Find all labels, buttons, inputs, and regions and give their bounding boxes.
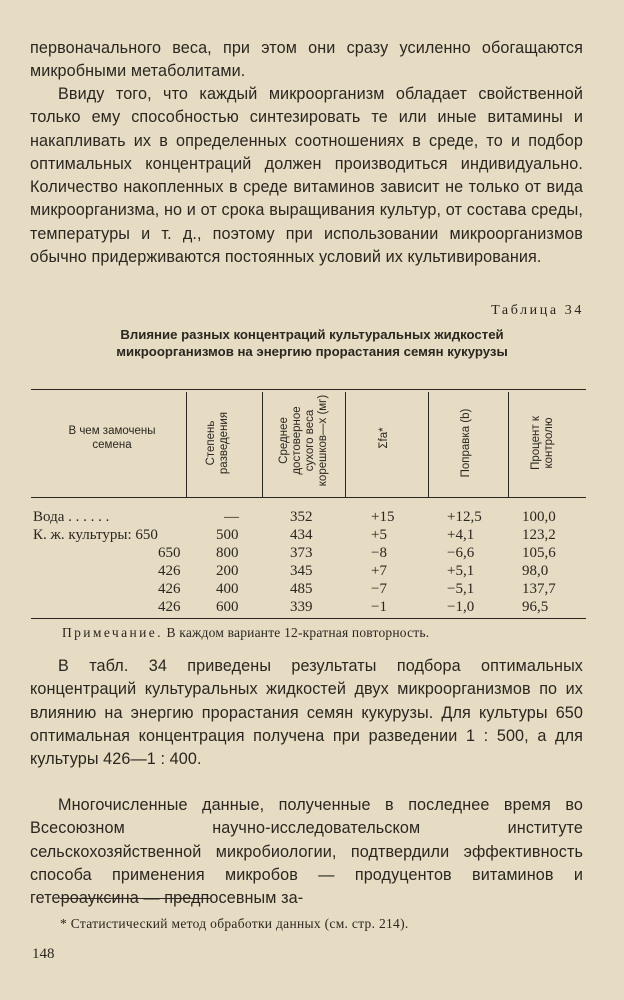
col-header-what-soaked: В чем замочены семена: [68, 425, 156, 451]
table-cell-weight: 485: [290, 581, 313, 597]
table-cell-what: К. ж. культуры: 650: [33, 527, 158, 543]
table-label: Таблица 34: [491, 303, 584, 318]
table-cell-correction: +4,1: [447, 527, 475, 543]
table-col-divider: [186, 392, 187, 497]
table-col-divider: [345, 392, 346, 497]
col-header-sum-fa: Σfa*: [378, 427, 390, 449]
table-cell-weight: 352: [290, 509, 313, 525]
paragraph-1: первоначального веса, при этом они сразу усиленно обогащаются микробными метаболитами.: [30, 39, 583, 81]
table-cell-sum: +5: [371, 527, 387, 543]
table-cell-percent: 100,0: [522, 509, 556, 525]
table-top-rule: [31, 389, 586, 390]
col-header-percent: Процент к контролю: [530, 416, 555, 470]
table-header-rule: [31, 497, 586, 498]
table-cell-weight: 434: [290, 527, 313, 543]
table-cell-what: 426: [158, 581, 181, 597]
col-header-correction: Поправка (b): [460, 408, 472, 478]
page-number: 148: [32, 946, 55, 962]
table-cell-sum: −8: [371, 545, 387, 561]
table-cell-weight: 339: [290, 599, 313, 615]
footnote-rule: [60, 898, 210, 899]
table-note-text: В каждом варианте 12-кратная повторность.: [166, 625, 430, 640]
paragraph-3: В табл. 34 приведены результаты подбора оптимальных концентраций культуральных жидкостей двух микроорганизмов по их влиянию на энергию прорастания семян кукурузы. Для культуры 650 оптимальная концентрация получена при разведении 1 : 500, а для культуры 426—1 : 400.: [30, 657, 583, 769]
footnote: * Статистический метод обработки данных (см. стр. 214).: [60, 916, 409, 931]
table-bottom-rule: [31, 618, 586, 619]
table-cell-sum: +15: [371, 509, 395, 525]
table-col-divider: [428, 392, 429, 497]
table-col-divider: [262, 392, 263, 497]
table-title: Влияние разных концентраций культуральных жидкостей микроорганизмов на энергию прорастания семян кукурузы: [116, 327, 508, 359]
table-cell-correction: +5,1: [447, 563, 475, 579]
table-cell-percent: 137,7: [522, 581, 556, 597]
table-cell-correction: +12,5: [447, 509, 482, 525]
table-cell-dilution: 400: [216, 581, 239, 597]
table-cell-percent: 98,0: [522, 563, 549, 579]
table-cell-sum: −7: [371, 581, 387, 597]
table-cell-weight: 345: [290, 563, 313, 579]
paragraph-4: Многочисленные данные, полученные в последнее время во Всесоюзном научно-исследовательском институте сельскохозяйственной микробиологии, подтвердили эффективность способа применения микробов — продуцентов витаминов и гетероауксина — предпосевным за-: [30, 796, 583, 908]
table-cell-weight: 373: [290, 545, 313, 561]
table-col-divider: [508, 392, 509, 497]
col-header-dilution: Степень разведения: [205, 411, 230, 475]
table-cell-what: 426: [158, 599, 181, 615]
table-cell-sum: −1: [371, 599, 387, 615]
table-cell-percent: 105,6: [522, 545, 556, 561]
table-cell-what: Вода . . . . . .: [33, 509, 110, 525]
table-note: [62, 625, 429, 641]
table-cell-dilution: 200: [216, 563, 239, 579]
table-note-label: Примечание.: [62, 625, 163, 640]
table-cell-dilution: 600: [216, 599, 239, 615]
table-cell-correction: −6,6: [447, 545, 475, 561]
table-cell-what: 426: [158, 563, 181, 579]
table-cell-dilution: 500: [216, 527, 239, 543]
table-cell-percent: 96,5: [522, 599, 549, 615]
table-cell-percent: 123,2: [522, 527, 556, 543]
table-cell-dilution: 800: [216, 545, 239, 561]
table-cell-correction: −1,0: [447, 599, 475, 615]
paragraph-2: Ввиду того, что каждый микроорганизм обладает свойственной только ему способностью синтезировать те или иные витамины и накапливать их в определенных соотношениях в среде, то и подбор оптимальных концентраций должен производиться индивидуально. Количество накопленных в среде витаминов зависит не только от вида микроорганизма, но и от срока выращивания культур, от состава среды, температуры и т. д., поэтому при использовании микроорганизмов обычно придерживаются постоянных условий их культивирования.: [30, 85, 583, 267]
col-header-avg-weight: Среднее достоверное сухого веса корешков—x (мг): [278, 394, 329, 487]
table-cell-dilution: —: [224, 509, 239, 525]
table-cell-what: 650: [158, 545, 181, 561]
table-cell-sum: +7: [371, 563, 387, 579]
table-cell-correction: −5,1: [447, 581, 475, 597]
